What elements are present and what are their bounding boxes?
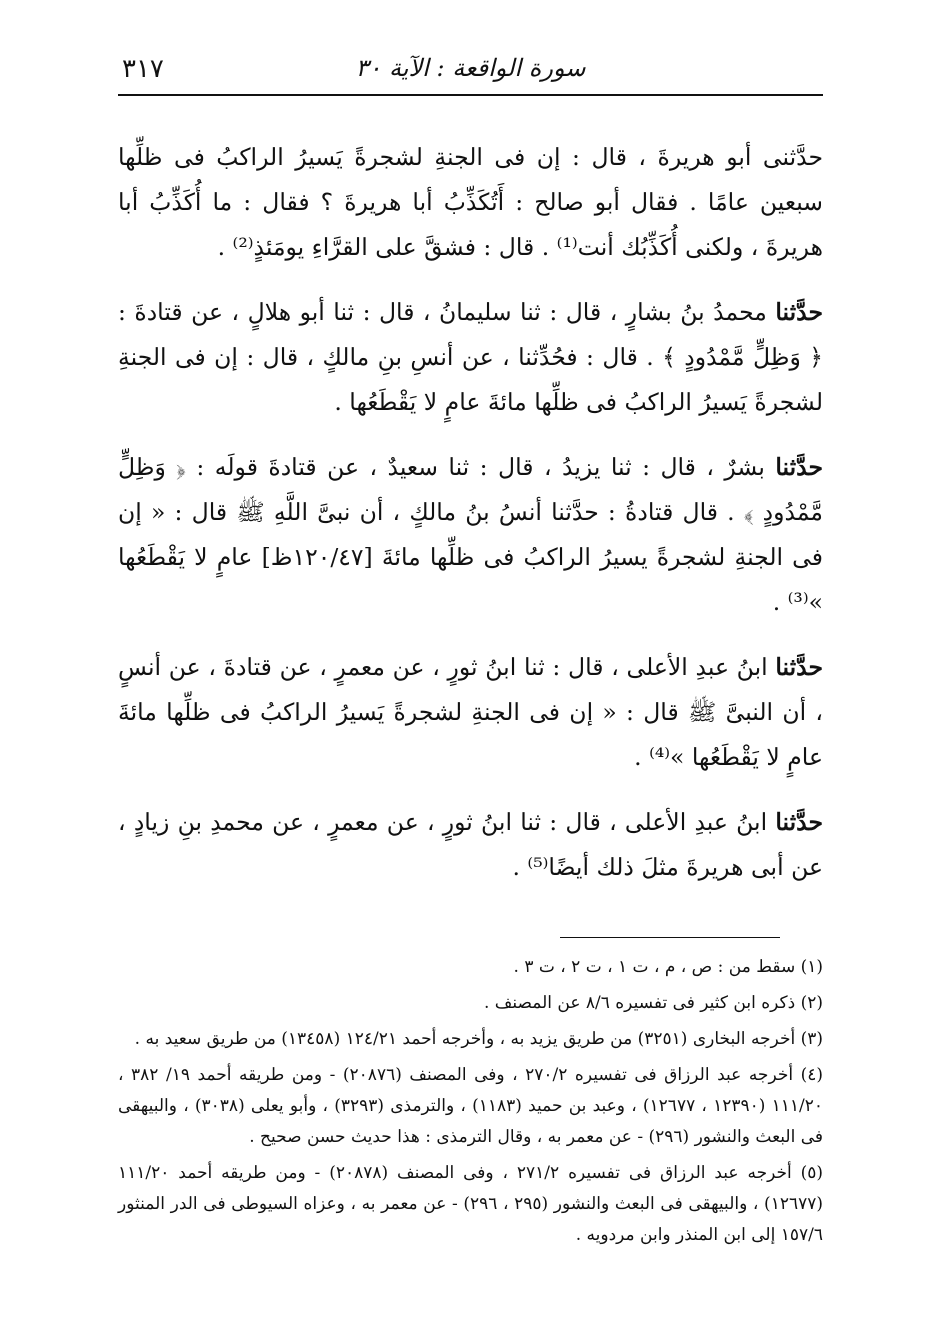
paragraph	[118, 800, 823, 890]
paragraph-text: محمدُ بنُ بشارٍ ، قال : ثنا سليمانُ ، قال : ثنا أبو هلالٍ ، عن قتادةَ : ﴿ وَظِلٍّ مَّمْدُودٍ ﴾ . قال : فحُدِّثنا ، عن أنسِ بنِ مالكٍ ، قال : إن فى الجنةِ لشجرةً يَسيرُ الراكبُ فى ظلِّها مائةَ عامٍ لا يَقْطَعُها .	[118, 298, 823, 416]
paragraph-lead: حدَّثنا	[775, 808, 823, 836]
paragraph-lead: حدَّثنا	[775, 453, 823, 481]
paragraph-lead: حدَّثنا	[775, 653, 823, 681]
running-title: سورة الواقعة : الآية ٣٠	[355, 54, 586, 82]
paragraph	[118, 445, 823, 625]
footnote: (٤) أخرجه عبد الرزاق فى تفسيره ٢٧٠/٢ ، وفى المصنف (٢٠٨٧٦) - ومن طريقه أحمد ١٩/ ٣٨٢ ، ١١١/٢٠ (١٢٣٩٠ ، ١٢٦٧٧) ، وعبد بن حميد (١١٨٣) ، والترمذى (٣٢٩٣) ، وأبو يعلى (٣٠٣٨) ، والبيهقى فى البعث والنشور (٢٩٦) - عن معمر به ، وقال الترمذى : هذا حديث حسن صحيح .	[118, 1065, 824, 1147]
paragraph-text: ابنُ عبدِ الأعلى ، قال : ثنا ابنُ ثورٍ ، عن معمرٍ ، عن محمدِ بنِ زيادٍ ، عن أبى هريرةَ مثلَ ذلك أيضًا⁽⁵⁾ .	[118, 808, 823, 881]
page-header	[118, 50, 823, 96]
footnote: (٢) ذكره ابن كثير فى تفسيره ٨/٦ عن المصنف .	[483, 993, 823, 1013]
paragraph-text: حدَّثنى أبو هريرةَ ، قال : إن فى الجنةِ لشجرةً يَسيرُ الراكبُ فى ظلِّها سبعين عامًا . فقال أبو صالح : أَتُكَذِّبُ أبا هريرةَ ؟ فقال : ما أُكَذِّبُ أبا هريرةَ ، ولكنى أُكَذِّبُك أنت⁽¹⁾ . قال : فشقَّ على القرَّاءِ يومَئذٍ⁽²⁾ .	[118, 143, 823, 261]
main-text	[118, 135, 823, 910]
footnote: (٣) أخرجه البخارى (٣٢٥١) من طريق يزيد به ، وأخرجه أحمد ١٢٤/٢١ (١٣٤٥٨) من طريق سعيد به .	[134, 1029, 823, 1049]
paragraph	[118, 645, 823, 780]
paragraph	[118, 290, 823, 425]
footnote: (٥) أخرجه عبد الرزاق فى تفسيره ٢٧١/٢ ، وفى المصنف (٢٠٨٧٨) - ومن طريقه أحمد ١١١/٢٠ (١٢٦٧٧) ، والبيهقى فى البعث والنشور (٢٩٥ ، ٢٩٦) - عن معمر به ، وعزاه السيوطى فى الدر المنثور ١٥٧/٦ إلى ابن المنذر وابن مردويه .	[118, 1163, 823, 1245]
paragraph-lead: حدَّثنا	[775, 298, 823, 326]
paragraph	[118, 135, 823, 270]
paragraph-text: بشرٌ ، قال : ثنا يزيدُ ، قال : ثنا سعيدٌ ، عن قتادةَ قولَه : ﴿ وَظِلٍّ مَّمْدُودٍ ﴾ . قال قتادةُ : حدَّثنا أنسُ بنُ مالكٍ ، أن نبىَّ اللَّهِ ﷺ قال : « إن فى الجنةِ لشجرةً يسيرُ الراكبُ فى ظلِّها مائةَ [١٢٠/٤٧ظ] عامٍ لا يَقْطَعُها »⁽³⁾ .	[118, 453, 823, 616]
footnote-divider	[560, 937, 780, 938]
footnote: (١) سقط من : ص ، م ، ت ١ ، ت ٢ ، ت ٣ .	[513, 957, 823, 977]
page-number: ٣١٧	[122, 54, 164, 84]
paragraph-text: ابنُ عبدِ الأعلى ، قال : ثنا ابنُ ثورٍ ، عن معمرٍ ، عن قتادةَ ، عن أنسٍ ، أن النبىَّ ﷺ قال : « إن فى الجنةِ لشجرةً يَسيرُ الراكبُ فى ظلِّها مائةَ عامٍ لا يَقْطَعُها »⁽⁴⁾ .	[118, 653, 823, 771]
footnotes	[118, 952, 823, 1256]
